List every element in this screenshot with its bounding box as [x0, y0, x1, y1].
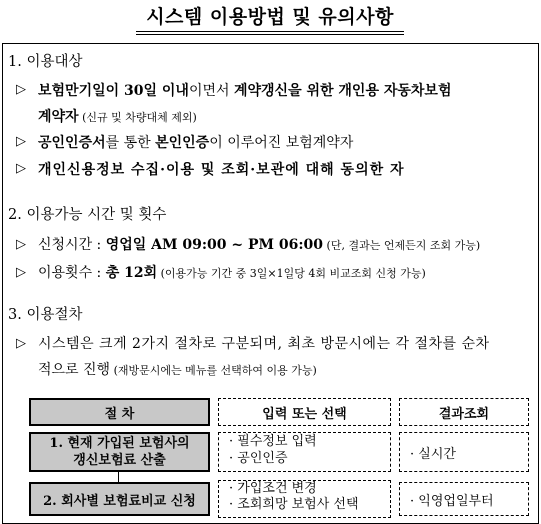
input-text: · 필수정보 입력 [229, 434, 317, 449]
step-label: 갱신보험료 산출 [73, 453, 166, 468]
title-underline [136, 31, 404, 32]
bullet-icon: ▷ [16, 161, 26, 176]
step-2-input [218, 480, 391, 518]
step-1-input [218, 432, 391, 472]
section-1-heading: 1. 이용대상 [8, 54, 83, 70]
step-connector [118, 472, 119, 482]
item-note: (재방문시에는 메뉴를 선택하여 이용 가능) [110, 364, 317, 377]
table-header-step [29, 398, 210, 426]
item-text: 개인신용정보 수집·이용 및 조회·보관에 대해 동의한 자 [38, 162, 405, 178]
section-1-item-3 [38, 159, 405, 179]
table-header-input [218, 398, 391, 426]
item-text: 보험만기일이 30일 이내 [38, 83, 189, 99]
item-text: 공인인증서 [38, 135, 106, 151]
section-1-item-1-cont [38, 106, 197, 126]
input-text: · 가입조건 변경 [229, 481, 317, 496]
item-text: 신청시간 : [38, 237, 106, 253]
item-note: (이용가능 기간 중 3일×1일당 4회 비교조회 신청 가능) [157, 267, 426, 280]
header-label: 절 차 [104, 406, 135, 422]
bullet-icon: ▷ [16, 336, 26, 351]
item-text: 이면서 [188, 83, 234, 99]
header-label: 입력 또는 선택 [262, 406, 347, 422]
step-2-box [29, 482, 210, 516]
section-1-item-2 [38, 132, 353, 152]
step-label: 2. 회사별 보험료비교 신청 [43, 493, 196, 509]
item-note: (신규 및 차량대체 제외) [78, 111, 197, 124]
item-text: 총 12회 [105, 265, 158, 281]
title-underline-2 [136, 34, 404, 35]
step-label: 1. 현재 가입된 보험사의 [49, 436, 190, 451]
item-text: 이 이루어진 보험계약자 [209, 135, 354, 151]
result-text: · 익영업일부터 [410, 493, 494, 509]
item-text: 를 통한 [105, 135, 156, 151]
bullet-icon: ▷ [16, 134, 26, 149]
header-label: 결과조회 [438, 406, 490, 422]
item-text: 시스템은 크게 2가지 절차로 구분되며, 최초 방문시에는 각 절차를 순차 [38, 336, 490, 352]
step-1-box [29, 432, 210, 472]
step-1-result [399, 432, 529, 472]
section-3-item-1 [38, 333, 490, 353]
section-2-item-2 [38, 262, 426, 282]
input-text: · 조회희망 보험사 선택 [229, 497, 359, 512]
section-3-item-1-cont [38, 359, 317, 379]
bullet-icon: ▷ [16, 265, 26, 280]
item-text: 이용횟수 : [38, 265, 106, 281]
section-3-heading: 3. 이용절차 [8, 307, 83, 323]
item-text: 계약자 [38, 109, 79, 125]
bullet-icon: ▷ [16, 237, 26, 252]
section-1-item-1 [38, 80, 451, 100]
item-text: 영업일 AM 09:00 ~ PM 06:00 [105, 237, 324, 253]
item-text: 적으로 진행 [38, 362, 111, 378]
step-2-result [399, 482, 529, 516]
section-2-item-1 [38, 234, 480, 254]
input-text: · 공인인증 [229, 451, 288, 466]
result-text: · 실시간 [410, 446, 456, 462]
item-note: (단, 결과는 언제든지 조회 가능) [323, 239, 481, 252]
bullet-icon: ▷ [16, 82, 26, 97]
item-text: 계약갱신을 위한 개인용 자동차보험 [233, 83, 452, 99]
page-title: 시스템 이용방법 및 유의사항 [146, 6, 394, 28]
table-header-result [399, 398, 529, 426]
section-2-heading: 2. 이용가능 시간 및 횟수 [8, 207, 167, 223]
item-text: 본인인증 [155, 135, 210, 151]
